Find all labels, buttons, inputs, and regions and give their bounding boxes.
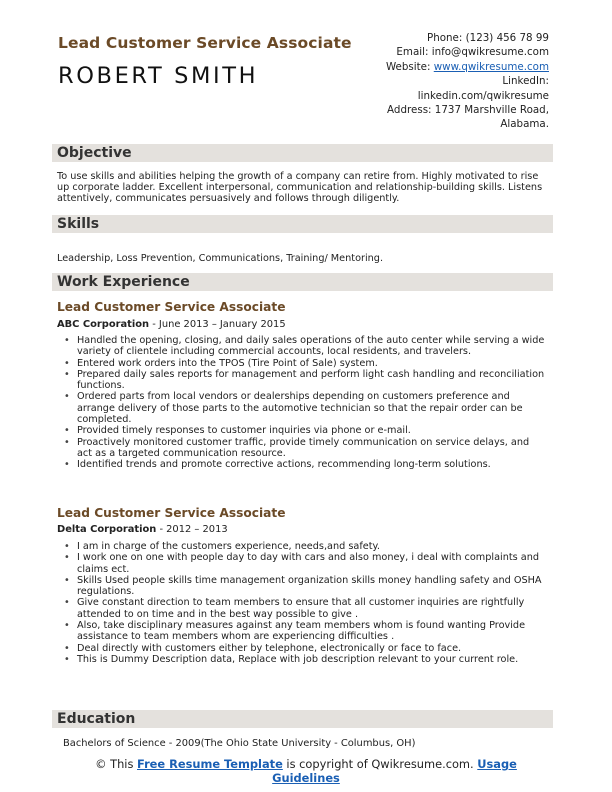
- candidate-name: ROBERT SMITH: [58, 63, 259, 89]
- job-1-dates: - June 2013 – January 2015: [149, 319, 286, 330]
- website-link[interactable]: www.qwikresume.com: [433, 60, 549, 73]
- list-item: • I work one on one with people day to day with cars and also money, i deal with complaints and claims ect.: [64, 552, 547, 575]
- job-1-bullet-list: [64, 335, 547, 471]
- objective-text: To use skills and abilities helping the growth of a company can retire from. Highly motivated to rise up corporate ladder. Excellent interpersonal, communication and relationship-building skills. Listens attentively, communicates persuasively and follows through diligently.: [57, 171, 543, 205]
- resume-header: [0, 0, 612, 130]
- job-2-company: Delta Corporation: [57, 524, 157, 535]
- contact-address-line-1: Address: 1737 Marshville Road,: [387, 104, 549, 117]
- header-job-title: Lead Customer Service Associate: [58, 34, 352, 52]
- usage-guidelines-link-part-1[interactable]: Usage: [477, 757, 517, 771]
- list-item: • Identified trends and promote corrective actions, recommending long-term solutions.: [64, 459, 547, 470]
- contact-block: [319, 31, 549, 132]
- job-2-title: Lead Customer Service Associate: [57, 506, 286, 520]
- list-item: • I am in charge of the customers experience, needs,and safety.: [64, 541, 547, 552]
- copyright-footer: [0, 757, 612, 785]
- skills-heading: Skills: [57, 216, 100, 232]
- education-section-bar: [52, 710, 553, 728]
- objective-section-bar: [52, 144, 553, 162]
- list-item: • Skills Used people skills time management organization skills money handling safety and OSHA regulations.: [64, 575, 547, 598]
- contact-linkedin-label: LinkedIn:: [502, 75, 549, 88]
- list-item: • Give constant direction to team members to ensure that all customer inquiries are rightfully attended to on time and in the best way possible to give .: [64, 597, 547, 620]
- contact-phone: Phone: (123) 456 78 99: [426, 32, 549, 44]
- skills-text: Leadership, Loss Prevention, Communications, Training/ Mentoring.: [57, 253, 384, 264]
- list-item: • Proactively monitored customer traffic, provide timely communication on service delays, and act as a targeted communication resource.: [64, 437, 547, 460]
- website-label: Website:: [385, 60, 434, 73]
- work-experience-heading: Work Experience: [57, 274, 190, 290]
- objective-heading: Objective: [57, 145, 132, 161]
- job-1-company-line: [57, 319, 286, 330]
- education-heading: Education: [57, 711, 136, 727]
- skills-section-bar: [52, 215, 553, 233]
- list-item: • Prepared daily sales reports for management and perform light cash handling and reconciliation functions.: [64, 369, 547, 392]
- list-item: • Provided timely responses to customer inquiries via phone or e-mail.: [64, 425, 547, 436]
- list-item: • Ordered parts from local vendors or dealerships depending on customers preference and arrange delivery of those parts to the automotive technician so that the repair order can be completed.: [64, 391, 547, 425]
- job-1-title: Lead Customer Service Associate: [57, 300, 286, 314]
- contact-website: [319, 60, 549, 74]
- footer-prefix: © This: [95, 757, 138, 771]
- contact-address-line-2: Alabama.: [500, 118, 549, 131]
- list-item: • Also, take disciplinary measures against any team members whom is found wanting Provide assistance to team members whom are experiencing difficulties .: [64, 620, 547, 643]
- job-2-company-line: [57, 524, 228, 535]
- contact-email: Email: info@qwikresume.com: [396, 46, 549, 59]
- education-entry: Bachelors of Science - 2009(The Ohio State University - Columbus, OH): [63, 738, 416, 749]
- work-experience-section-bar: [52, 273, 553, 291]
- list-item: • Deal directly with customers either by telephone, electronically or face to face.: [64, 643, 547, 654]
- job-1-company: ABC Corporation: [57, 319, 150, 330]
- list-item: • This is Dummy Description data, Replace with job description relevant to your current role.: [64, 654, 547, 665]
- list-item: • Handled the opening, closing, and daily sales operations of the auto center while serving a wide variety of clientele including commercial accounts, local residents, and travelers.: [64, 335, 547, 358]
- contact-linkedin-value: linkedin.com/qwikresume: [417, 89, 549, 102]
- usage-guidelines-link-part-2[interactable]: Guidelines: [272, 771, 340, 785]
- free-resume-template-link[interactable]: Free Resume Template: [137, 757, 283, 771]
- job-2-dates: - 2012 – 2013: [156, 524, 228, 535]
- footer-middle: is copyright of Qwikresume.com.: [282, 757, 478, 771]
- job-2-bullet-list: [64, 541, 547, 665]
- list-item: • Entered work orders into the TPOS (Tire Point of Sale) system.: [64, 358, 547, 369]
